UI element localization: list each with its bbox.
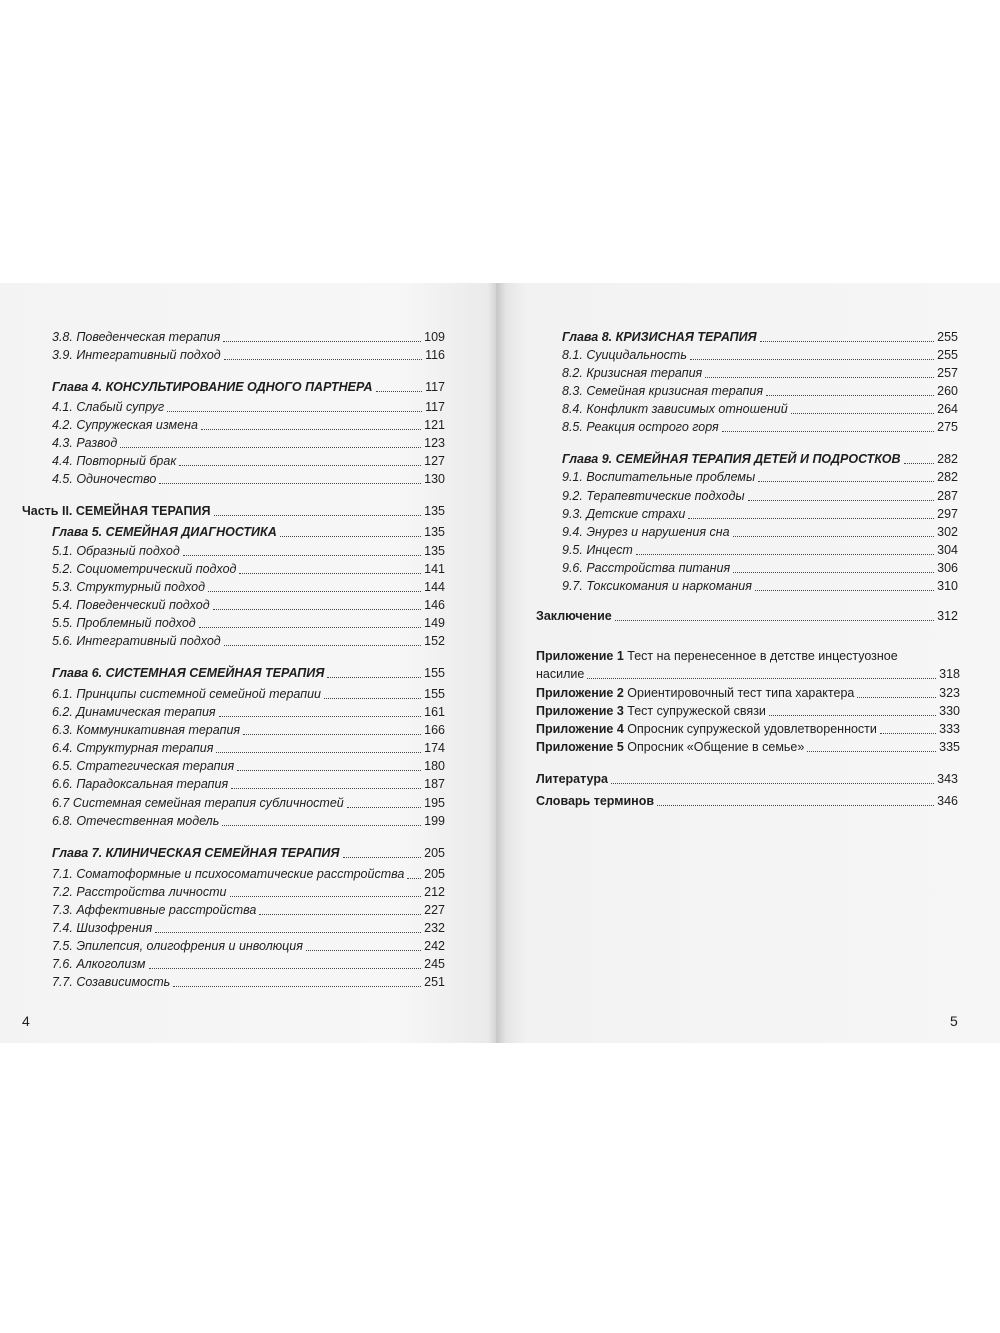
leader-dots xyxy=(657,804,934,806)
toc-entry-page: 135 xyxy=(424,504,445,518)
leader-dots xyxy=(688,517,934,519)
toc-entry xyxy=(536,791,958,809)
toc-entry-page: 310 xyxy=(937,579,958,593)
leader-dots xyxy=(807,750,936,752)
toc-entry-label: 7.6. Алкоголизм xyxy=(52,957,146,971)
toc-entry-page: 161 xyxy=(424,705,445,719)
book-gutter xyxy=(488,283,506,1043)
leader-dots xyxy=(690,358,934,360)
toc-entry-page: 166 xyxy=(424,723,445,737)
leader-dots xyxy=(224,358,422,360)
toc-entry-page: 212 xyxy=(424,885,445,899)
toc-entry-page: 117 xyxy=(425,380,445,394)
toc-entry xyxy=(52,811,445,829)
appendix-2 xyxy=(536,683,960,701)
toc-entry-label: 5.6. Интегративный подход xyxy=(52,634,221,648)
toc-entry-label: Глава 6. СИСТЕМНАЯ СЕМЕЙНАЯ ТЕРАПИЯ xyxy=(52,666,325,680)
leader-dots xyxy=(201,428,421,430)
leader-dots xyxy=(758,480,934,482)
leader-dots xyxy=(343,856,422,858)
leader-dots xyxy=(179,464,421,466)
toc-entry-label: 8.3. Семейная кризисная терапия xyxy=(562,384,764,398)
toc-entry xyxy=(52,900,445,918)
toc-entry-page: 174 xyxy=(424,741,445,755)
leader-dots xyxy=(280,535,421,537)
leader-dots xyxy=(159,482,421,484)
toc-entry xyxy=(52,738,445,756)
toc-entry-page: 282 xyxy=(937,470,958,484)
appendix-title: Тест супружеской связи xyxy=(627,704,766,718)
leader-dots xyxy=(259,913,421,915)
toc-entry-label: 5.5. Проблемный подход xyxy=(52,616,196,630)
toc-entry xyxy=(562,417,958,435)
toc-entry-label: 4.5. Одиночество xyxy=(52,472,157,486)
toc-entry-label: Литература xyxy=(536,772,608,786)
toc-entry-label: 8.5. Реакция острого горя xyxy=(562,420,719,434)
leader-dots xyxy=(230,895,422,897)
toc-entry-label: 6.5. Стратегическая терапия xyxy=(52,759,235,773)
toc-entry-label: 6.2. Динамическая терапия xyxy=(52,705,216,719)
toc-entry-page: 180 xyxy=(424,759,445,773)
toc-entry-page: 155 xyxy=(424,687,445,701)
leader-dots xyxy=(214,514,422,516)
leader-dots xyxy=(904,462,935,464)
right-page-number: 5 xyxy=(950,1013,958,1029)
leader-dots xyxy=(306,949,421,951)
toc-entry-page: 123 xyxy=(424,436,445,450)
leader-dots xyxy=(167,410,422,412)
toc-entry-label: 7.5. Эпилепсия, олигофрения и инволюция xyxy=(52,939,303,953)
left-page-number: 4 xyxy=(22,1013,30,1029)
toc-entry-page: 146 xyxy=(424,598,445,612)
toc-entry-page: 260 xyxy=(937,384,958,398)
toc-entry-page: 195 xyxy=(424,796,445,810)
toc-entry-label: 7.2. Расстройства личности xyxy=(52,885,227,899)
leader-dots xyxy=(213,608,421,610)
toc-entry-page: 275 xyxy=(937,420,958,434)
appendix-3 xyxy=(536,701,960,719)
toc-entry-label: 5.1. Образный подход xyxy=(52,544,180,558)
toc-entry-page: 255 xyxy=(937,348,958,362)
leader-dots xyxy=(611,782,934,784)
leader-dots xyxy=(733,571,934,573)
leader-dots xyxy=(748,499,935,501)
toc-entry-label: Заключение xyxy=(536,609,612,623)
toc-entry xyxy=(52,918,445,936)
leader-dots xyxy=(347,806,421,808)
appendix-prefix: Приложение 3 xyxy=(536,704,624,718)
toc-entry-label: 9.3. Детские страхи xyxy=(562,507,686,521)
leader-dots xyxy=(173,985,421,987)
toc-entry-label: 4.3. Развод xyxy=(52,436,118,450)
appendix-title: Опросник «Общение в семье» xyxy=(627,740,805,754)
toc-entry-page: 304 xyxy=(937,543,958,557)
toc-entry-page: 199 xyxy=(424,814,445,828)
toc-entry xyxy=(562,449,958,467)
toc-entry-page: 282 xyxy=(937,452,958,466)
toc-entry xyxy=(52,972,445,990)
toc-entry xyxy=(52,702,445,720)
leader-dots xyxy=(224,644,421,646)
leader-dots xyxy=(183,554,421,556)
appendix-prefix: Приложение 5 xyxy=(536,740,624,754)
toc-entry xyxy=(52,433,445,451)
toc-entry xyxy=(52,451,445,469)
toc-entry xyxy=(562,540,958,558)
toc-entry-page: 135 xyxy=(424,525,445,539)
toc-entry-label: 7.3. Аффективные расстройства xyxy=(52,903,257,917)
toc-entry-page: 141 xyxy=(424,562,445,576)
appendix-title: Тест на перенесенное в детстве инцестуозное xyxy=(627,649,898,663)
toc-entry-page: 205 xyxy=(424,846,445,860)
leader-dots xyxy=(615,619,934,621)
toc-entry-page: 302 xyxy=(937,525,958,539)
toc-entry-label: 4.4. Повторный брак xyxy=(52,454,177,468)
leader-dots xyxy=(327,676,421,678)
leader-dots xyxy=(216,751,421,753)
toc-entry-page: 116 xyxy=(425,348,445,362)
appendix-title: Опросник супружеской удовлетворенности xyxy=(627,722,877,736)
toc-entry xyxy=(52,377,445,395)
toc-entry-label: 6.1. Принципы системной семейной терапии xyxy=(52,687,322,701)
toc-entry-page: 152 xyxy=(424,634,445,648)
toc-entry-page: 346 xyxy=(937,794,958,808)
toc-entry-page: 205 xyxy=(424,867,445,881)
toc-entry-label: 6.4. Структурная терапия xyxy=(52,741,214,755)
toc-entry xyxy=(536,606,958,624)
leader-dots xyxy=(239,572,421,574)
leader-dots xyxy=(222,824,421,826)
leader-dots xyxy=(733,535,935,537)
toc-entry xyxy=(22,501,445,519)
toc-entry-page: 121 xyxy=(424,418,445,432)
toc-entry-page: 251 xyxy=(424,975,445,989)
toc-entry xyxy=(52,415,445,433)
appendix-page: 330 xyxy=(939,704,960,718)
toc-entry-label: 8.1. Суицидальность xyxy=(562,348,687,362)
leader-dots xyxy=(324,697,421,699)
toc-entry-page: 232 xyxy=(424,921,445,935)
toc-entry-label: 7.1. Соматоформные и психосоматические расстройства xyxy=(52,867,405,881)
toc-entry xyxy=(52,663,445,681)
toc-entry-page: 227 xyxy=(424,903,445,917)
toc-entry xyxy=(52,469,445,487)
appendix-page: 318 xyxy=(939,667,960,681)
toc-entry xyxy=(52,631,445,649)
toc-entry xyxy=(52,793,445,811)
toc-entry xyxy=(52,843,445,861)
toc-entry-label: 9.2. Терапевтические подходы xyxy=(562,489,745,503)
leader-dots xyxy=(155,931,421,933)
toc-entry xyxy=(52,720,445,738)
toc-entry-label: 6.8. Отечественная модель xyxy=(52,814,220,828)
toc-entry-label: 3.8. Поведенческая терапия xyxy=(52,330,221,344)
toc-entry-page: 117 xyxy=(425,400,445,414)
toc-entry xyxy=(52,756,445,774)
toc-entry xyxy=(562,504,958,522)
toc-entry-page: 242 xyxy=(424,939,445,953)
toc-entry-label: 6.6. Парадоксальная терапия xyxy=(52,777,229,791)
leader-dots xyxy=(857,696,936,698)
toc-entry-page: 287 xyxy=(937,489,958,503)
toc-entry-page: 264 xyxy=(937,402,958,416)
leader-dots xyxy=(149,967,422,969)
toc-entry xyxy=(52,345,445,363)
toc-entry-label: 5.3. Структурный подход xyxy=(52,580,206,594)
toc-entry xyxy=(562,486,958,504)
toc-entry-page: 257 xyxy=(937,366,958,380)
toc-entry xyxy=(562,399,958,417)
leader-dots xyxy=(760,340,934,342)
toc-entry xyxy=(52,327,445,345)
leader-dots xyxy=(120,446,421,448)
toc-entry-label: Глава 8. КРИЗИСНАЯ ТЕРАПИЯ xyxy=(562,330,757,344)
appendix-4 xyxy=(536,719,960,737)
leader-dots xyxy=(208,590,421,592)
appendix-page: 323 xyxy=(939,686,960,700)
toc-entry-page: 155 xyxy=(424,666,445,680)
appendix-page: 335 xyxy=(939,740,960,754)
leader-dots xyxy=(199,626,421,628)
toc-entry-label: 9.7. Токсикомания и наркомания xyxy=(562,579,752,593)
toc-entry-label: 5.2. Социометрический подход xyxy=(52,562,237,576)
toc-entry-label: 6.3. Коммуникативная терапия xyxy=(52,723,241,737)
toc-entry xyxy=(52,559,445,577)
toc-entry xyxy=(562,327,958,345)
appendix-prefix: Приложение 1 xyxy=(536,649,624,663)
toc-entry xyxy=(536,769,958,787)
toc-entry xyxy=(52,882,445,900)
toc-entry xyxy=(562,522,958,540)
toc-entry-label: 9.6. Расстройства питания xyxy=(562,561,731,575)
toc-entry-label: 3.9. Интегративный подход xyxy=(52,348,221,362)
toc-entry-page: 312 xyxy=(937,609,958,623)
toc-entry-label: 8.4. Конфликт зависимых отношений xyxy=(562,402,788,416)
appendix-prefix: Приложение 2 xyxy=(536,686,624,700)
toc-entry xyxy=(52,936,445,954)
toc-entry xyxy=(562,558,958,576)
toc-entry-label: 4.2. Супружеская измена xyxy=(52,418,198,432)
toc-entry xyxy=(52,541,445,559)
toc-entry xyxy=(52,522,445,540)
toc-entry-page: 135 xyxy=(424,544,445,558)
toc-entry-label: 8.2. Кризисная терапия xyxy=(562,366,703,380)
toc-entry-page: 127 xyxy=(424,454,445,468)
leader-dots xyxy=(766,394,934,396)
toc-entry xyxy=(52,684,445,702)
toc-entry-page: 109 xyxy=(424,330,445,344)
toc-entry xyxy=(52,595,445,613)
leader-dots xyxy=(223,340,421,342)
toc-entry-label: 9.5. Инцест xyxy=(562,543,633,557)
toc-entry xyxy=(52,774,445,792)
toc-entry-label: 7.4. Шизофрения xyxy=(52,921,153,935)
toc-entry-page: 130 xyxy=(424,472,445,486)
leader-dots xyxy=(219,715,422,717)
toc-entry-page: 149 xyxy=(424,616,445,630)
toc-entry-page: 306 xyxy=(937,561,958,575)
appendix-page: 333 xyxy=(939,722,960,736)
leader-dots xyxy=(755,589,934,591)
toc-entry-page: 343 xyxy=(937,772,958,786)
appendix-5 xyxy=(536,737,960,755)
leader-dots xyxy=(769,714,936,716)
toc-entry-page: 144 xyxy=(424,580,445,594)
toc-entry-label: 4.1. Слабый супруг xyxy=(52,400,165,414)
appendix-prefix: Приложение 4 xyxy=(536,722,624,736)
leader-dots xyxy=(231,787,421,789)
toc-entry xyxy=(52,397,445,415)
toc-entry-label: 9.1. Воспитательные проблемы xyxy=(562,470,756,484)
toc-entry-label: Часть II. СЕМЕЙНАЯ ТЕРАПИЯ xyxy=(22,504,211,518)
toc-entry-page: 187 xyxy=(424,777,445,791)
toc-entry xyxy=(562,363,958,381)
toc-entry-label: Словарь терминов xyxy=(536,794,655,808)
toc-entry-label: Глава 5. СЕМЕЙНАЯ ДИАГНОСТИКА xyxy=(52,525,277,539)
leader-dots xyxy=(880,732,936,734)
leader-dots xyxy=(636,553,934,555)
toc-entry-label: 5.4. Поведенческий подход xyxy=(52,598,210,612)
toc-entry xyxy=(52,954,445,972)
appendix-1 xyxy=(536,646,960,682)
leader-dots xyxy=(587,677,936,679)
toc-entry xyxy=(562,381,958,399)
leader-dots xyxy=(791,412,934,414)
toc-entry-page: 255 xyxy=(937,330,958,344)
toc-entry xyxy=(562,345,958,363)
toc-entry xyxy=(52,864,445,882)
toc-entry-page: 245 xyxy=(424,957,445,971)
toc-entry xyxy=(52,613,445,631)
toc-entry-label: Глава 9. СЕМЕЙНАЯ ТЕРАПИЯ ДЕТЕЙ И ПОДРОСТКОВ xyxy=(562,452,901,466)
leader-dots xyxy=(243,733,421,735)
toc-entry-label: Глава 4. КОНСУЛЬТИРОВАНИЕ ОДНОГО ПАРТНЕРА xyxy=(52,380,373,394)
toc-entry-page: 297 xyxy=(937,507,958,521)
toc-entry xyxy=(562,467,958,485)
leader-dots xyxy=(407,877,421,879)
appendix-title: Ориентировочный тест типа характера xyxy=(627,686,855,700)
leader-dots xyxy=(376,390,423,392)
toc-entry-label: 6.7 Системная семейная терапия субличностей xyxy=(52,796,344,810)
toc-entry-label: Глава 7. КЛИНИЧЕСКАЯ СЕМЕЙНАЯ ТЕРАПИЯ xyxy=(52,846,340,860)
leader-dots xyxy=(722,430,934,432)
toc-entry-label: 7.7. Созависимость xyxy=(52,975,171,989)
leader-dots xyxy=(705,376,934,378)
toc-entry xyxy=(562,576,958,594)
leader-dots xyxy=(237,769,421,771)
toc-entry xyxy=(52,577,445,595)
toc-entry-label: 9.4. Энурез и нарушения сна xyxy=(562,525,730,539)
appendix-title-continued: насилие xyxy=(536,667,585,681)
